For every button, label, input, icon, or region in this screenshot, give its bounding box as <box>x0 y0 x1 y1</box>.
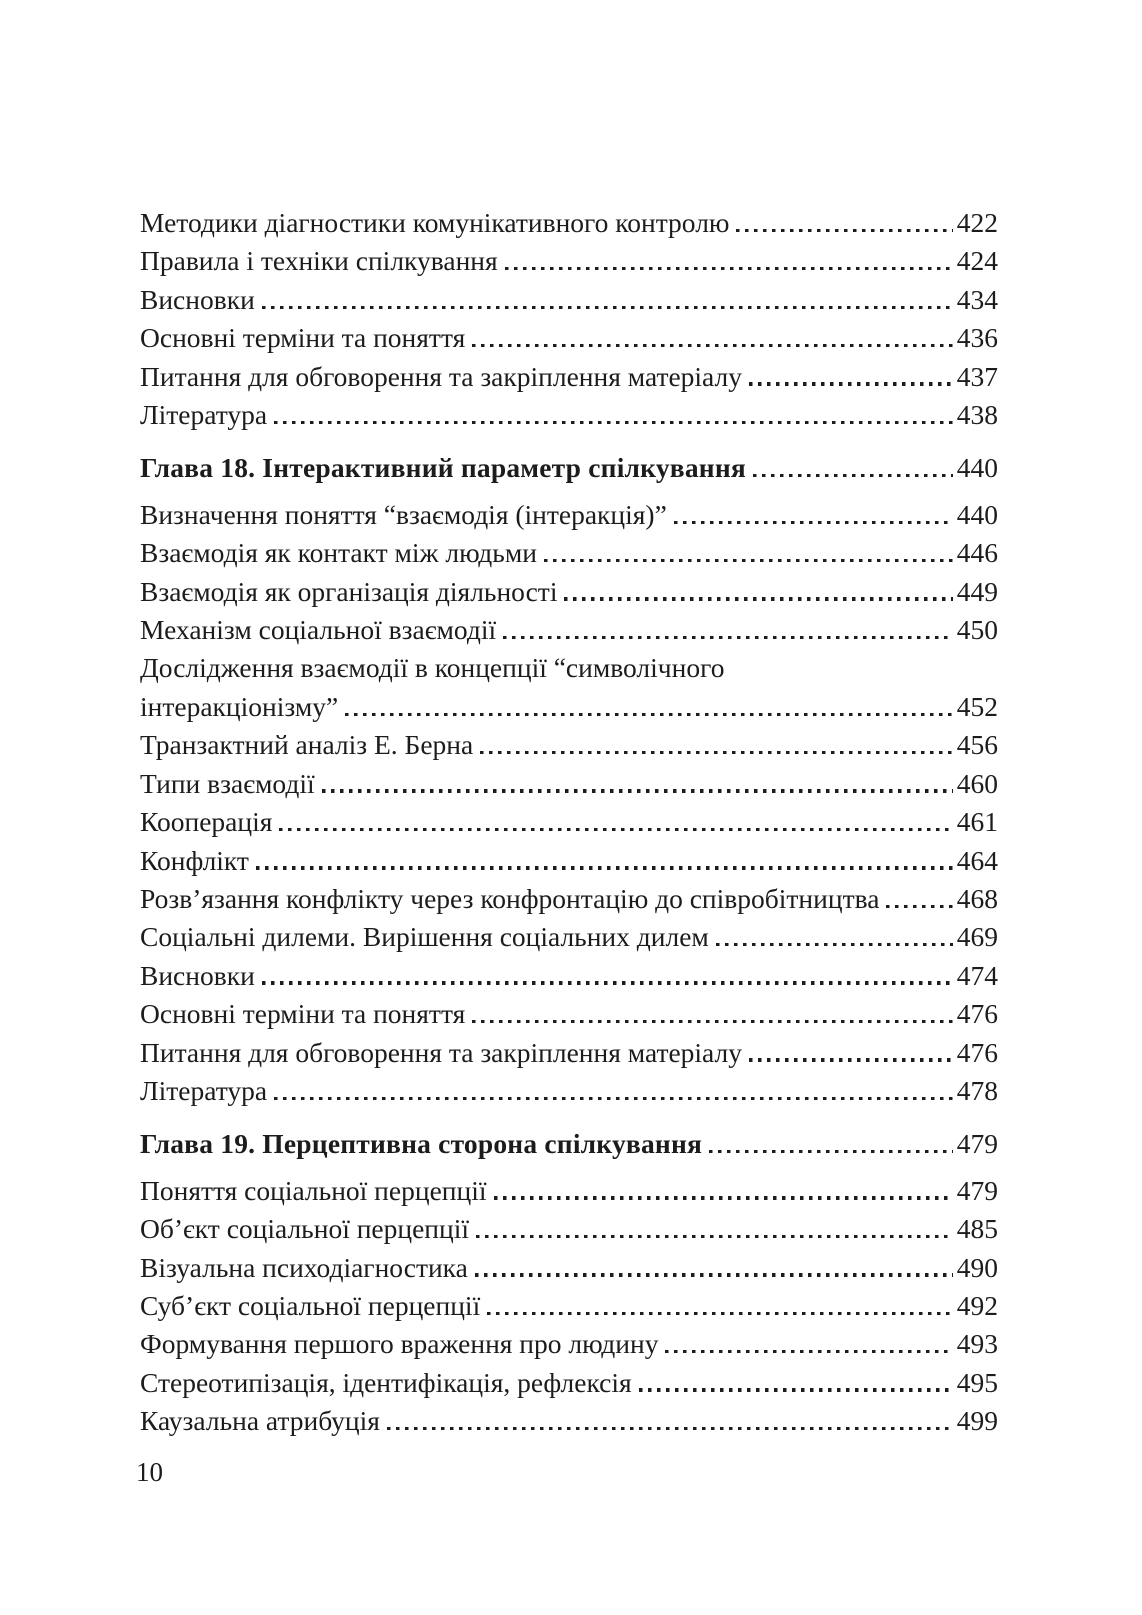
toc-entry <box>140 957 998 995</box>
toc-entry <box>140 534 998 572</box>
dot-leader <box>886 905 952 908</box>
toc-entry-label: Каузальна атрибуція <box>140 1405 380 1437</box>
dot-leader <box>736 229 952 232</box>
dot-leader <box>665 1350 952 1353</box>
toc-entry-page: 474 <box>956 959 998 991</box>
toc-entry-page: 499 <box>956 1405 998 1437</box>
toc-entry-label: Поняття соціальної перцепції <box>140 1174 487 1206</box>
toc-entry <box>140 726 998 764</box>
toc-entry <box>140 396 998 434</box>
toc-entry <box>140 1364 998 1402</box>
toc-entry-page: 438 <box>956 399 998 431</box>
toc-entry-page: 495 <box>956 1366 998 1398</box>
dot-leader <box>387 1427 953 1430</box>
dot-leader <box>262 306 953 309</box>
toc-entry-page: 424 <box>956 245 998 277</box>
toc-entry <box>140 842 998 880</box>
toc-entry <box>140 1402 998 1440</box>
toc-entry-page: 460 <box>956 767 998 799</box>
toc-entry-label: Типи взаємодії <box>140 767 315 799</box>
dot-leader <box>564 597 952 600</box>
dot-leader <box>749 382 953 385</box>
dot-leader <box>256 866 953 869</box>
toc-entry-label: Механізм соціальної взаємодії <box>140 614 497 646</box>
toc-entry <box>140 1034 998 1072</box>
toc-entry <box>140 281 998 319</box>
toc-entry-label: Питання для обговорення та закріплення матеріалу <box>140 1036 742 1068</box>
toc-entry-page: 464 <box>956 844 998 876</box>
dot-leader <box>322 789 953 792</box>
dot-leader <box>716 943 953 946</box>
dot-leader <box>674 521 953 524</box>
toc-entry <box>140 573 998 611</box>
dot-leader <box>472 344 953 347</box>
dot-leader <box>505 267 953 270</box>
toc-entry-page: 422 <box>956 207 998 238</box>
toc-entry-label: Правила і техніки спілкування <box>140 245 498 277</box>
dot-leader <box>274 421 953 424</box>
toc-entry-page: 492 <box>956 1289 998 1321</box>
toc-entry-page: 478 <box>956 1074 998 1106</box>
dot-leader <box>494 1196 953 1199</box>
toc-entry <box>140 765 998 803</box>
toc-entry-page: 446 <box>956 537 998 569</box>
toc-entry-label: Питання для обговорення та закріплення матеріалу <box>140 360 742 392</box>
toc-entry <box>140 358 998 396</box>
dot-leader <box>753 474 953 477</box>
dot-leader <box>475 1273 953 1276</box>
toc-entry-page: 450 <box>956 614 998 646</box>
toc-entry-page: 485 <box>956 1213 998 1245</box>
dot-leader <box>472 1020 953 1023</box>
dot-leader <box>480 751 953 754</box>
toc-entry <box>140 649 998 687</box>
toc-entry-label: Формування першого враження про людину <box>140 1328 659 1360</box>
toc-entry-page: 456 <box>956 729 998 761</box>
toc-entry <box>140 1072 998 1110</box>
toc-entry-page: 449 <box>956 575 998 607</box>
toc-entry-label: Методики діагностики комунікативного контролю <box>140 207 730 238</box>
table-of-contents <box>136 204 998 1491</box>
toc-entry <box>140 611 998 649</box>
toc-entry-page: 476 <box>956 998 998 1030</box>
toc-entry-label: Література <box>140 1074 268 1106</box>
toc-entry-label: Література <box>140 399 268 431</box>
toc-entry-page: 468 <box>956 882 998 914</box>
toc-chapter-entry <box>140 449 998 487</box>
toc-entry <box>140 496 998 534</box>
toc-entry-page: 476 <box>956 1036 998 1068</box>
toc-entry-label: Візуальна психодіагностика <box>140 1251 468 1283</box>
toc-entry-label: Соціальні дилеми. Вирішення соціальних дилем <box>140 921 709 953</box>
toc-entry-page: 440 <box>956 452 998 484</box>
dot-leader <box>544 559 953 562</box>
toc-entry-label: Конфлікт <box>140 844 249 876</box>
toc-entry-label: Транзактний аналіз Е. Берна <box>140 729 474 761</box>
dot-leader <box>274 1097 953 1100</box>
toc-entry-page: 437 <box>956 360 998 392</box>
dot-leader <box>262 981 953 984</box>
toc-entry-label: Об’єкт соціальної перцепції <box>140 1213 470 1245</box>
toc-entry-page: 452 <box>956 690 998 722</box>
toc-entry <box>140 1172 998 1210</box>
toc-entry-label: Взаємодія як контакт між людьми <box>140 537 537 569</box>
toc-entry <box>140 204 998 242</box>
toc-entry <box>140 688 998 726</box>
toc-entry-label: Висновки <box>140 959 255 991</box>
toc-entry <box>140 1210 998 1248</box>
toc-entry-label: Глава 19. Перцептивна сторона спілкування <box>140 1128 703 1160</box>
toc-entry-label: Стереотипізація, ідентифікація, рефлексія <box>140 1366 632 1398</box>
toc-entry-page: 479 <box>956 1128 998 1160</box>
toc-entry <box>140 918 998 956</box>
toc-entry-label: Суб’єкт соціальної перцепції <box>140 1289 481 1321</box>
dot-leader <box>709 1150 953 1153</box>
toc-entry-label: інтеракціонізму” <box>140 690 339 722</box>
toc-entry <box>140 1325 998 1363</box>
toc-entry-label: Висновки <box>140 283 255 315</box>
toc-entry <box>140 1287 998 1325</box>
toc-list <box>140 204 998 1441</box>
toc-entry-page: 490 <box>956 1251 998 1283</box>
toc-entry <box>140 803 998 841</box>
toc-entry <box>140 319 998 357</box>
toc-entry-page: 434 <box>956 283 998 315</box>
toc-entry <box>140 995 998 1033</box>
toc-entry-label: Взаємодія як організація діяльності <box>140 575 558 607</box>
toc-entry-label: Кооперація <box>140 806 273 838</box>
dot-leader <box>503 636 953 639</box>
toc-entry <box>140 1249 998 1287</box>
toc-entry-label: Розв’язання конфлікту через конфронтацію до співробітництва <box>140 882 880 914</box>
toc-entry-label: Визначення поняття “взаємодія (інтеракція)” <box>140 498 667 530</box>
toc-entry <box>140 880 998 918</box>
toc-entry-page: 440 <box>956 498 998 530</box>
toc-entry-page: 461 <box>956 806 998 838</box>
dot-leader <box>345 713 953 716</box>
toc-entry-page: 493 <box>956 1328 998 1360</box>
toc-entry-page: 469 <box>956 921 998 953</box>
page-folio-number: 10 <box>136 1456 163 1487</box>
toc-entry-label: Дослідження взаємодії в концепції “символічного <box>140 652 725 684</box>
dot-leader <box>476 1235 953 1238</box>
toc-entry-page: 479 <box>956 1174 998 1206</box>
toc-entry-label: Основні терміни та поняття <box>140 998 466 1030</box>
dot-leader <box>487 1312 953 1315</box>
dot-leader <box>639 1388 953 1391</box>
toc-entry-page: 436 <box>956 322 998 354</box>
dot-leader <box>279 828 952 831</box>
dot-leader <box>749 1058 953 1061</box>
toc-chapter-entry <box>140 1125 998 1163</box>
toc-entry-label: Основні терміни та поняття <box>140 322 466 354</box>
toc-entry-label: Глава 18. Інтерактивний параметр спілкування <box>140 452 746 484</box>
toc-entry <box>140 242 998 280</box>
